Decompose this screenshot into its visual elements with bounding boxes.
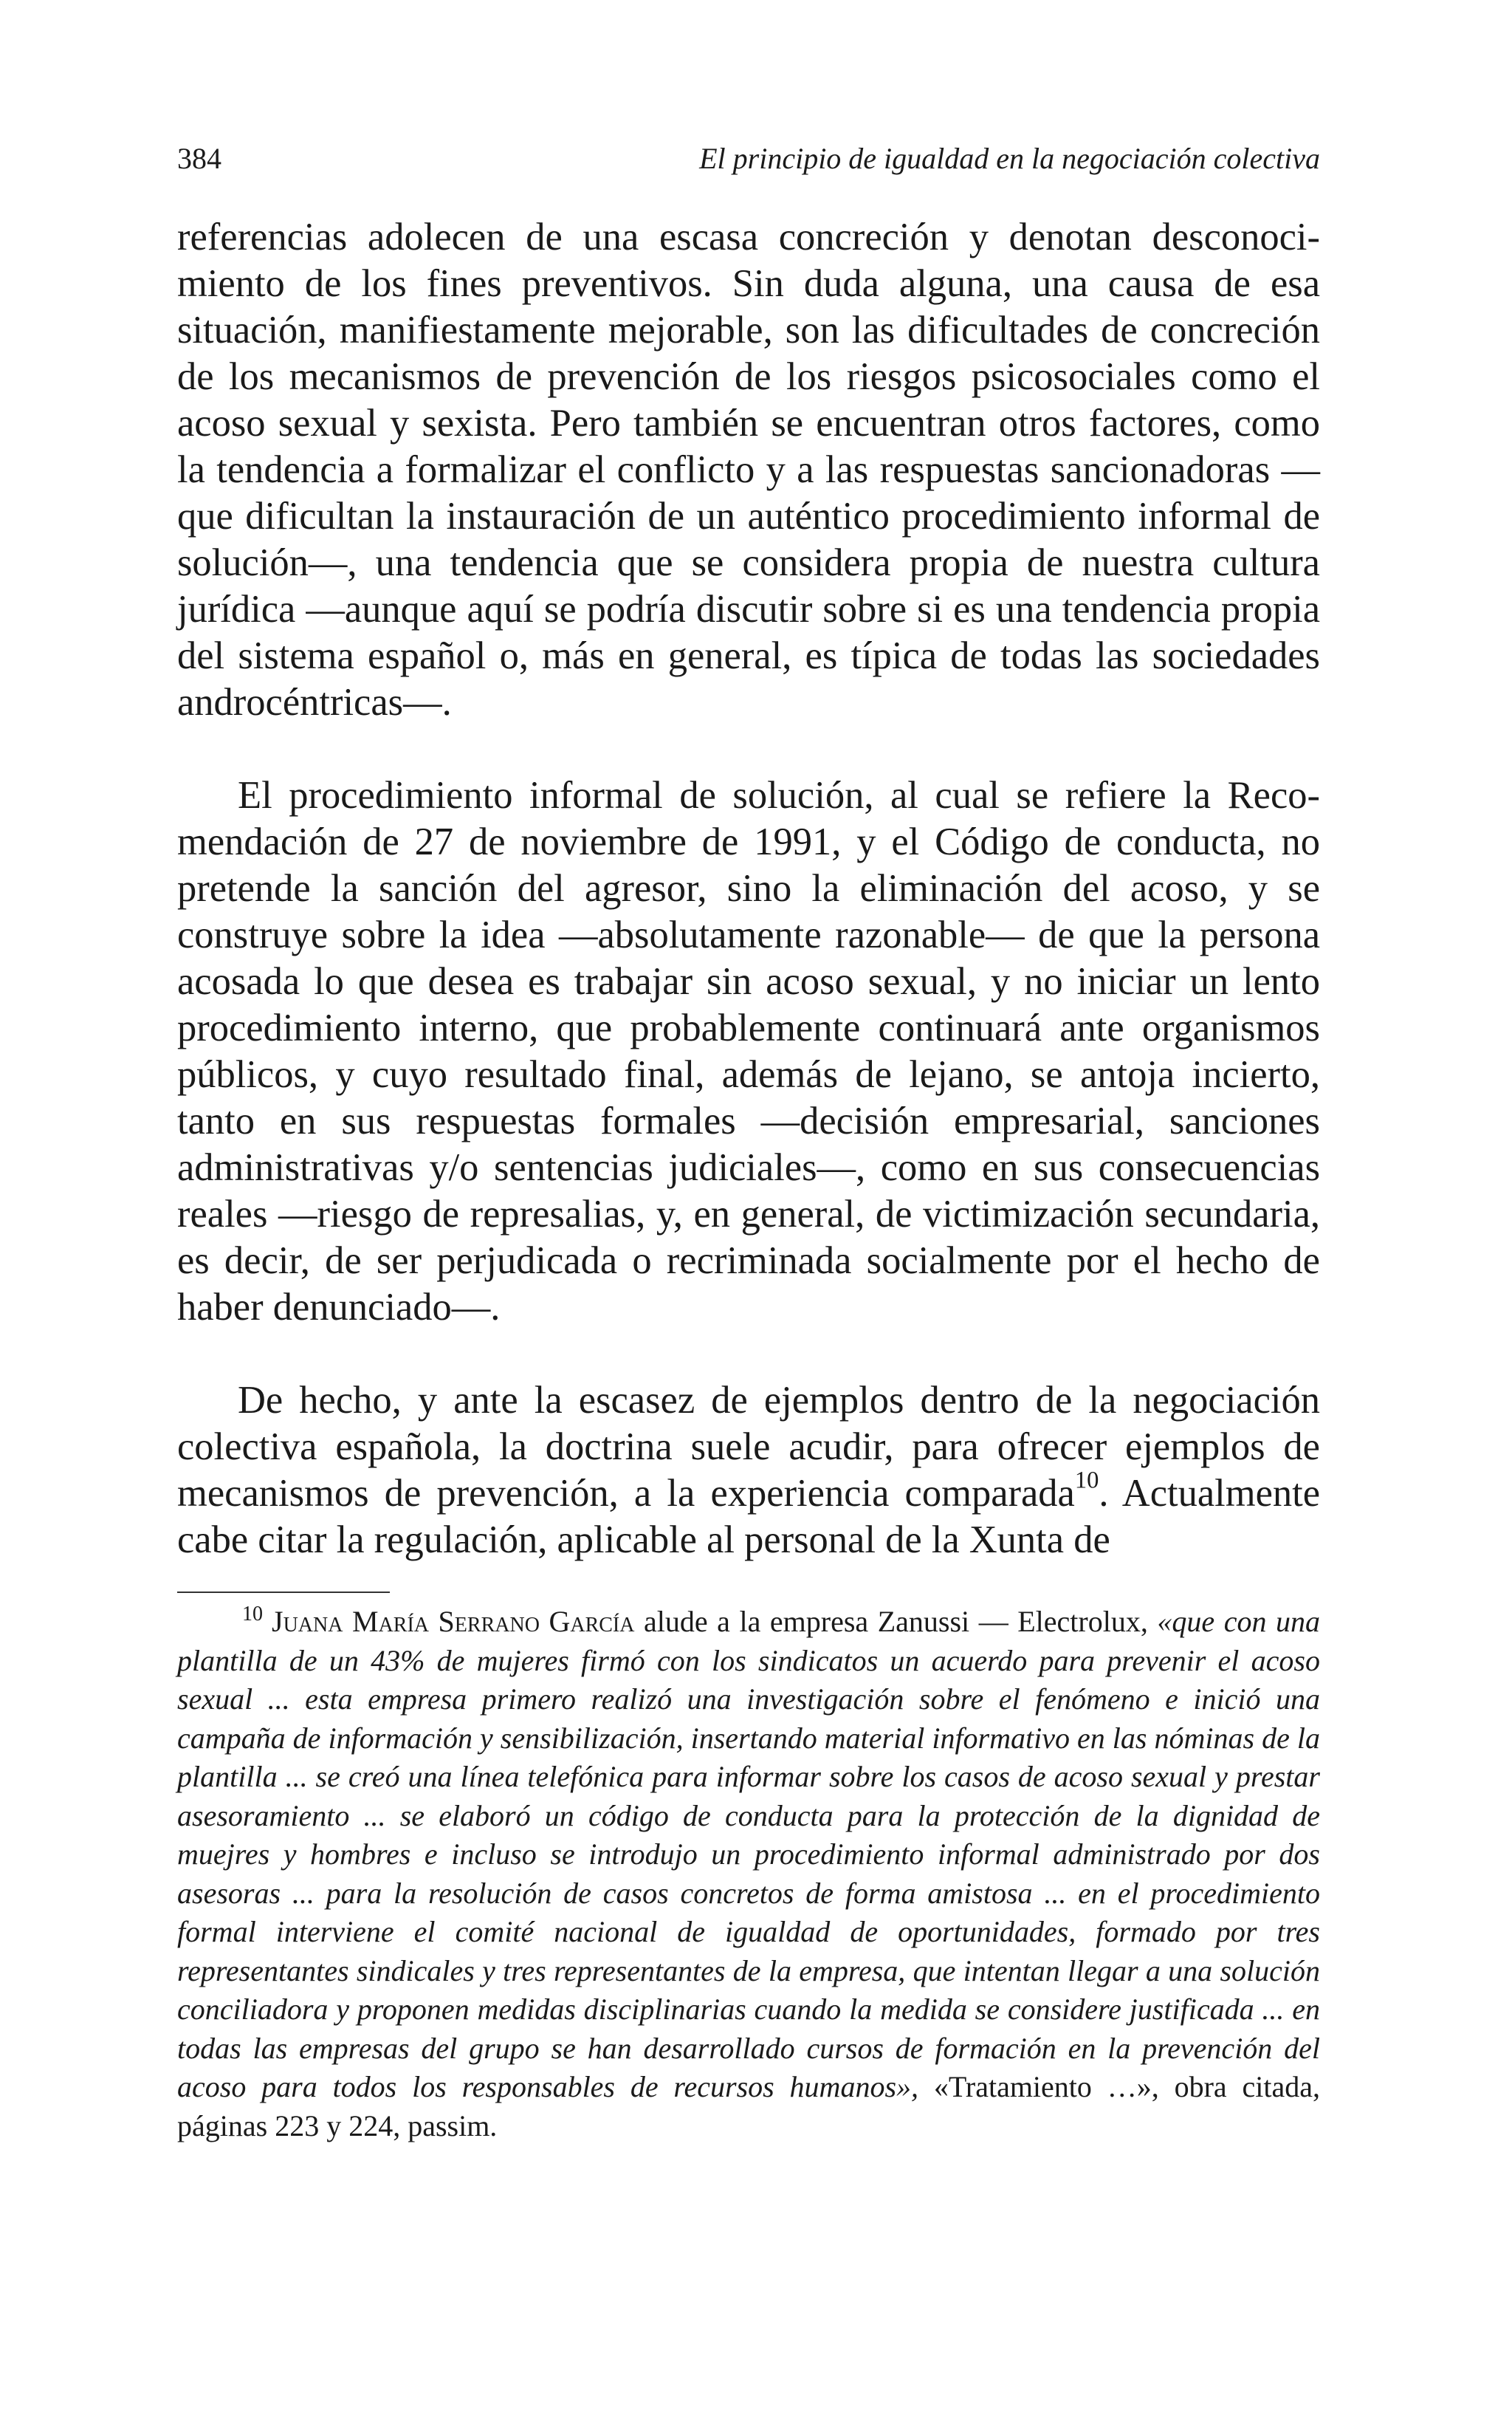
running-title: El principio de igualdad en la negociación colectiva <box>699 142 1320 175</box>
footnote-divider <box>177 1592 390 1593</box>
footnote-10 <box>177 1603 1320 2145</box>
running-header <box>177 137 1320 181</box>
footnote-author: Juana María Serrano García <box>272 1605 635 1638</box>
footnote-reference[interactable]: 10 <box>1074 1467 1099 1494</box>
paragraph-text-before-note: De hecho, y ante la escasez de ejemplos dentro de la negociación colectiva española, la doctrina suele acudir, para ofrecer ejemplos de mecanismos de prevención, a la experiencia comparada <box>177 1379 1320 1515</box>
footnote-quote: «que con una plantilla de un 43% de mujeres firmó con los sindicatos un acuerdo para prevenir el acoso sexual ... esta empresa primero realizó una investigación sobre el fenómeno e inició una campaña de información y sensibilización, insertando material informativo en las nóminas de la plantilla ... se creó una línea telefónica para informar sobre los casos de acoso sexual y prestar asesoramiento ... se elaboró un código de conducta para la protección de la dignidad de muejres y hombres e incluso se introdujo un procedimiento informal administrado por dos asesoras ... para la resolución de casos concretos de forma amistosa ... en el procedimiento formal interviene el comité nacional de igualdad de oportunidades, formado por tres representantes sindicales y tres representantes de la empresa, que intentan llegar a una solución conciliadora y proponen medidas disciplinarias cuando la medida se considere justificada ... en todas las empresas del grupo se han desarrollado cursos de formación en la prevención del acoso para todos los responsables de recursos humanos», <box>177 1605 1320 2103</box>
paragraph-text-after-note: . Actualmente cabe citar la regulación, aplicable al personal de la Xunta de <box>177 1472 1321 1561</box>
footnote-citation: «Tratamiento …», obra citada, páginas 223 y 224, passim. <box>177 2070 1320 2142</box>
paragraph-informal-procedure: El procedimiento informal de solución, al cual se refiere la Recomendación de 27 de noviembre de 1991, y el Código de conducta, no pretende la sanción del agresor, sino la eliminación del acoso, y se construye sobre la idea —absolutamente razonable— de que la persona acosada lo que desea es trabajar sin acoso sexual, y no iniciar un lento procedimiento interno, que probablemente continuará ante organismos públicos, y cuyo resultado final, además de lejano, se antoja incierto, tanto en sus respuestas formales —decisión empresarial, sanciones administrativas y/o sentencias judiciales—, como en sus consecuencias reales —riesgo de represalias, y, en general, de victimización secundaria, es decir, de ser perjudicada o recriminada socialmente por el hecho de haber denunciado—. <box>177 774 1320 1329</box>
paragraph-comparative-experience <box>177 1377 1320 1563</box>
page-number: 384 <box>177 142 221 175</box>
footnote-number: 10 <box>242 1602 263 1625</box>
body-text <box>177 214 1320 1563</box>
footnote-lead: alude a la empresa Zanussi — Electrolux, <box>634 1605 1158 1638</box>
paragraph-continued: referencias adolecen de una escasa concreción y denotan desconocimiento de los fines preventivos. Sin duda alguna, una causa de esa situación, manifiestamente mejorable, son las dificultades de concreción de los mecanismos de prevención de los riesgos psicosociales como el acoso sexual y sexista. Pero también se encuentran otros factores, como la tendencia a formalizar el conflicto y a las respuestas sancionadoras —que dificultan la instauración de un auténtico procedimiento informal de solución—, una tendencia que se considera propia de nuestra cultura jurídica —aunque aquí se podría discutir sobre si es una tendencia propia del sistema español o, más en general, es típica de todas las sociedades androcéntricas—. <box>177 216 1320 724</box>
